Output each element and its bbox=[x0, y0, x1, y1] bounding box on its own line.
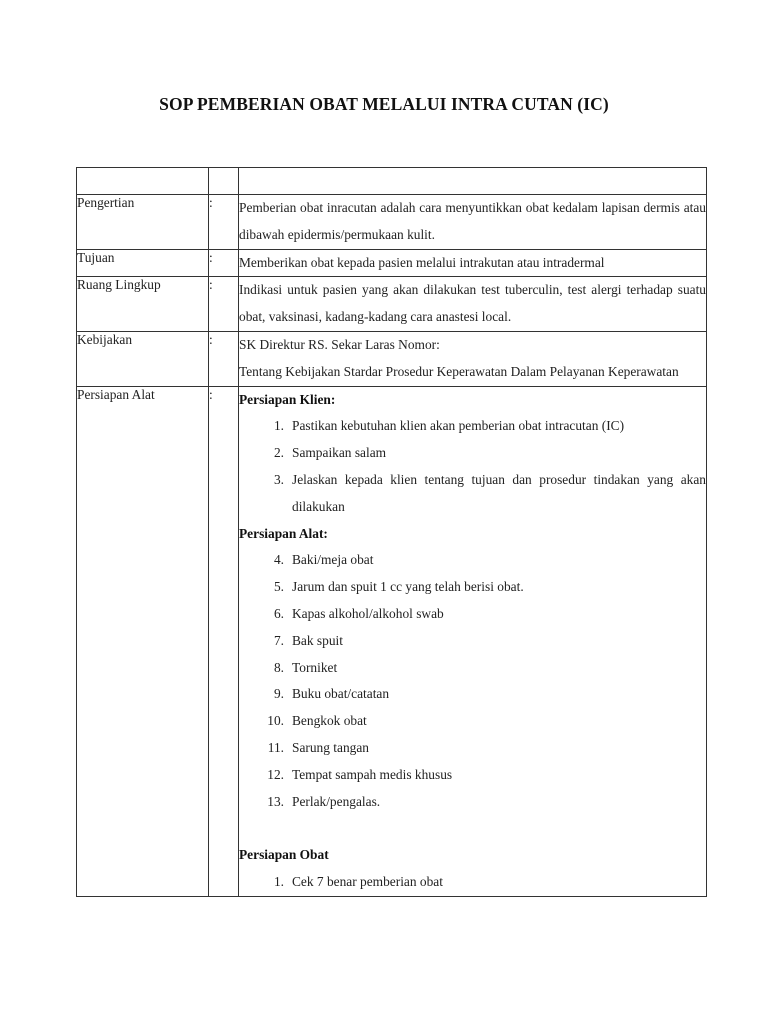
list-number: 7. bbox=[273, 632, 284, 648]
spacer bbox=[239, 815, 706, 842]
row-content: Memberikan obat kepada pasien melalui intrakutan atau intradermal bbox=[239, 249, 707, 277]
row-content bbox=[239, 331, 707, 386]
page-title: SOP PEMBERIAN OBAT MELALUI INTRA CUTAN (IC) bbox=[159, 94, 609, 114]
list-text: Pastikan kebutuhan klien akan pemberian obat intracutan (IC) bbox=[292, 418, 625, 434]
list-persiapan-alat bbox=[239, 547, 706, 815]
table-row-kebijakan bbox=[77, 331, 707, 386]
row-label: Persiapan Alat bbox=[77, 386, 209, 896]
list-text: Bengkok obat bbox=[292, 713, 367, 729]
list-text: Buku obat/catatan bbox=[292, 686, 390, 702]
empty-cell bbox=[239, 168, 707, 195]
list-number: 2. bbox=[273, 445, 284, 461]
list-persiapan-klien bbox=[239, 413, 706, 520]
sop-table bbox=[76, 167, 707, 897]
row-content: Indikasi untuk pasien yang akan dilakukan test tuberculin, test alergi terhadap suatu obat, vaksinasi, kadang-kadang cara anastesi local. bbox=[239, 277, 707, 332]
row-label: Tujuan bbox=[77, 249, 209, 277]
list-item bbox=[239, 789, 706, 816]
list-text: Bak spuit bbox=[292, 632, 343, 648]
list-number: 1. bbox=[273, 418, 284, 434]
list-item bbox=[239, 440, 706, 467]
section-heading-alat: Persiapan Alat: bbox=[239, 525, 328, 541]
list-number: 11. bbox=[267, 739, 284, 755]
row-colon: : bbox=[209, 386, 239, 896]
list-item bbox=[239, 413, 706, 440]
list-number: 1. bbox=[273, 873, 284, 889]
row-colon: : bbox=[209, 331, 239, 386]
list-text: Sarung tangan bbox=[292, 739, 369, 755]
table-row-persiapan-alat bbox=[77, 386, 707, 896]
list-item bbox=[239, 547, 706, 574]
list-item bbox=[239, 869, 706, 896]
row-label: Kebijakan bbox=[77, 331, 209, 386]
empty-cell bbox=[77, 168, 209, 195]
list-number: 12. bbox=[267, 766, 284, 782]
list-number: 8. bbox=[273, 659, 284, 675]
row-content: Pemberian obat inracutan adalah cara menyuntikkan obat kedalam lapisan dermis atau dibawah epidermis/permukaan kulit. bbox=[239, 195, 707, 250]
list-text: Baki/meja obat bbox=[292, 552, 374, 568]
row-label: Ruang Lingkup bbox=[77, 277, 209, 332]
row-content bbox=[239, 386, 707, 896]
empty-cell bbox=[209, 168, 239, 195]
list-text: Torniket bbox=[292, 659, 338, 675]
kebijakan-line-2: Tentang Kebijakan Stardar Prosedur Keperawatan Dalam Pelayanan Keperawatan bbox=[239, 363, 679, 379]
table-row-tujuan bbox=[77, 249, 707, 277]
list-text: Jarum dan spuit 1 cc yang telah berisi obat. bbox=[292, 579, 524, 595]
list-item bbox=[239, 735, 706, 762]
row-label: Pengertian bbox=[77, 195, 209, 250]
list-item bbox=[239, 574, 706, 601]
list-persiapan-obat bbox=[239, 869, 706, 896]
list-item bbox=[239, 681, 706, 708]
kebijakan-line-1: SK Direktur RS. Sekar Laras Nomor: bbox=[239, 336, 440, 352]
list-item bbox=[239, 762, 706, 789]
list-number: 5. bbox=[273, 579, 284, 595]
list-text: Kapas alkohol/alkohol swab bbox=[292, 605, 444, 621]
list-text: Jelaskan kepada klien tentang tujuan dan prosedur tindakan yang akan dilakukan bbox=[292, 471, 706, 514]
list-text: Sampaikan salam bbox=[292, 445, 387, 461]
list-number: 10. bbox=[267, 713, 284, 729]
list-text: Cek 7 benar pemberian obat bbox=[292, 873, 443, 889]
row-colon: : bbox=[209, 249, 239, 277]
table-row-ruang-lingkup bbox=[77, 277, 707, 332]
list-number: 4. bbox=[273, 552, 284, 568]
list-item bbox=[239, 628, 706, 655]
section-heading-klien: Persiapan Klien: bbox=[239, 391, 336, 407]
section-heading-obat: Persiapan Obat bbox=[239, 847, 329, 863]
list-item bbox=[239, 655, 706, 682]
list-number: 13. bbox=[267, 793, 284, 809]
list-number: 6. bbox=[273, 605, 284, 621]
list-text: Tempat sampah medis khusus bbox=[292, 766, 453, 782]
table-header-row bbox=[77, 168, 707, 195]
row-colon: : bbox=[209, 195, 239, 250]
list-number: 3. bbox=[273, 471, 284, 487]
list-number: 9. bbox=[273, 686, 284, 702]
list-text: Perlak/pengalas. bbox=[292, 793, 381, 809]
row-colon: : bbox=[209, 277, 239, 332]
list-item bbox=[239, 467, 706, 521]
list-item bbox=[239, 708, 706, 735]
list-item bbox=[239, 601, 706, 628]
table-row-pengertian bbox=[77, 195, 707, 250]
